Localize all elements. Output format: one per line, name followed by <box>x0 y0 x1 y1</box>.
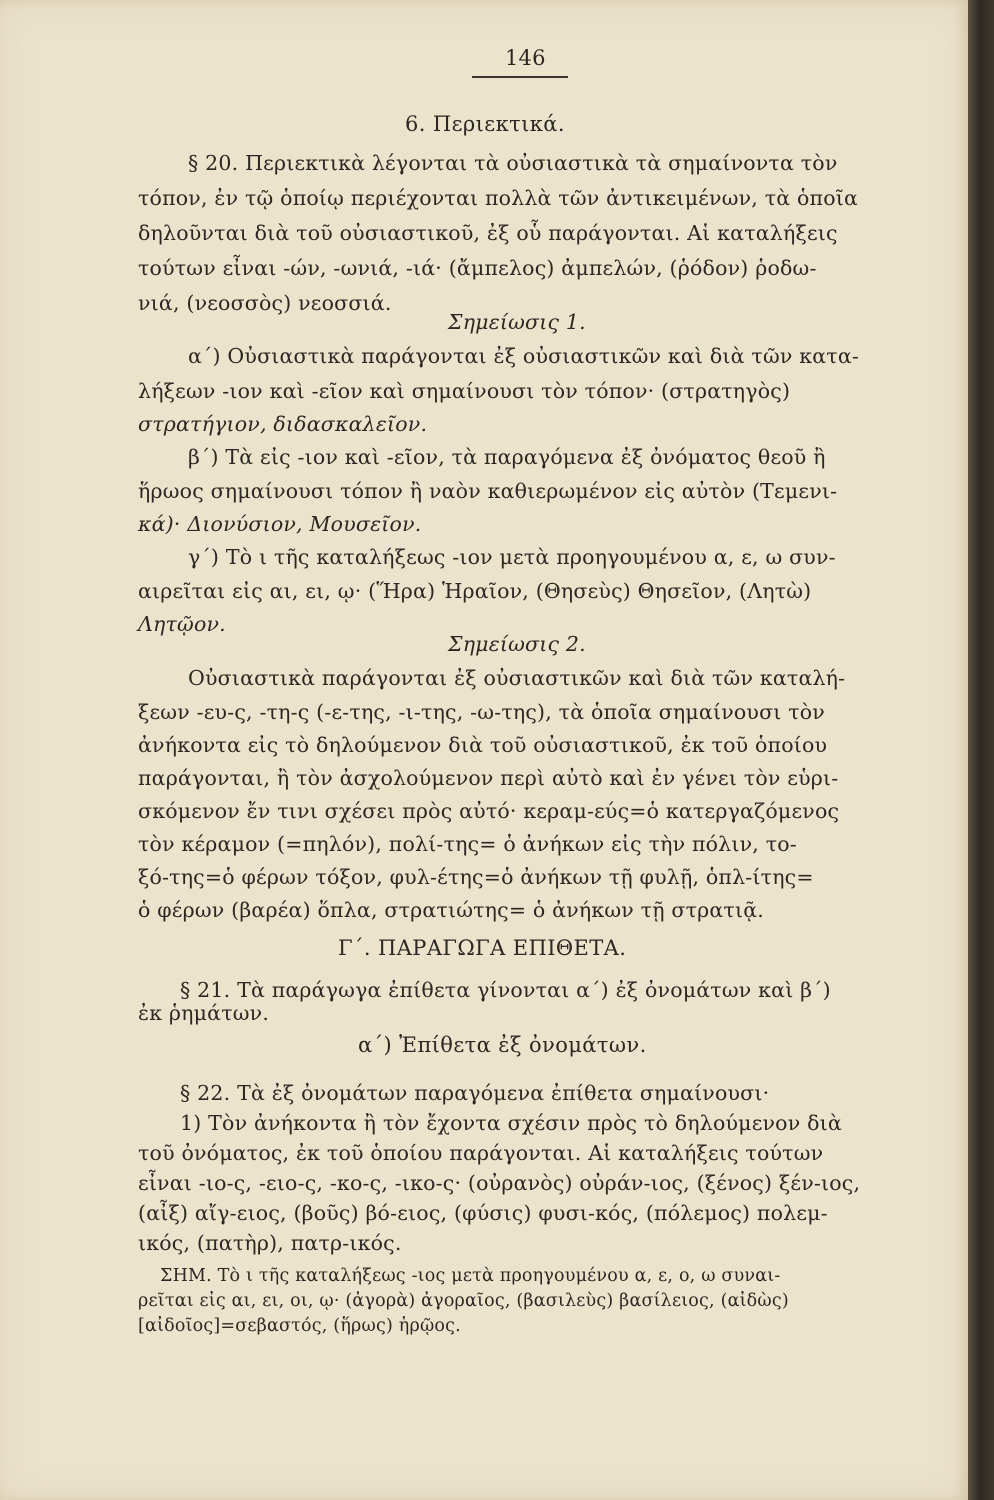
section-heading-6: 6. Περιεκτικά. <box>405 112 565 136</box>
note-1-title: Σημείωσις 1. <box>448 310 586 334</box>
remark-line: ρεῖται εἰς αι, ει, οι, ῳ· (ἀγορὰ) ἀγοραῖος, (βασιλεὺς) βασίλειος, (αἰδὼς) <box>138 1291 789 1311</box>
note-1-line: α΄) Οὐσιαστικὰ παράγονται ἐξ οὐσιαστικῶν καὶ διὰ τῶν κατα- <box>188 344 860 368</box>
note-2-line: Οὐσιαστικὰ παράγονται ἐξ οὐσιαστικῶν καὶ διὰ τῶν καταλή- <box>188 666 846 690</box>
note-1-line: λήξεων -ιον καὶ -εῖον καὶ σημαίνουσι τὸν τόπον· (στρατηγὸς) <box>138 379 791 403</box>
paragraph-22-line: § 22. Τὰ ἐξ ὀνομάτων παραγόμενα ἐπίθετα σημαίνουσι· <box>180 1081 770 1105</box>
paragraph-20-line: § 20. Περιεκτικὰ λέγονται τὰ οὐσιαστικὰ τὰ σημαίνοντα τὸν <box>188 151 838 175</box>
paragraph-22-line: τοῦ ὀνόματος, ἐκ τοῦ ὁποίου παράγονται. Αἱ καταλήξεις τούτων <box>138 1141 824 1165</box>
page-number: 146 <box>505 46 546 70</box>
note-2-line: σκόμενον ἔν τινι σχέσει πρὸς αὐτό· κεραμ-εύς=ὁ κατεργαζόμενος <box>138 799 840 823</box>
paragraph-22-line: εἶναι -ιο-ς, -ειο-ς, -κο-ς, -ικο-ς· (οὐρανὸς) οὐράν-ιος, (ξένος) ξέν-ιος, <box>138 1171 861 1195</box>
note-1-line: γ΄) Τὸ ι τῆς καταλήξεως -ιον μετὰ προηγουμένου α, ε, ω συν- <box>188 545 836 569</box>
note-2-line: ξό-της=ὁ φέρων τόξον, φυλ-έτης=ὁ ἀνήκων τῇ φυλῇ, ὁπλ-ίτης= <box>138 865 814 889</box>
paragraph-21-line: § 21. Τὰ παράγωγα ἐπίθετα γίνονται α΄) ἐξ ὀνομάτων καὶ β΄) <box>180 978 831 1002</box>
paragraph-22-line: 1) Τὸν ἀνήκοντα ἢ τὸν ἔχοντα σχέσιν πρὸς τὸ δηλούμενον διὰ <box>180 1111 842 1135</box>
note-2-line: τὸν κέραμον (=πηλόν), πολί-της= ὁ ἀνήκων εἰς τὴν πόλιν, το- <box>138 832 797 856</box>
paragraph-22-line: (αἶξ) αἴγ-ειος, (βοῦς) βό-ειος, (φύσις) φυσι-κός, (πόλεμος) πολεμ- <box>138 1201 828 1225</box>
remark-line: ΣΗΜ. Τὸ ι τῆς καταλήξεως -ιος μετὰ προηγουμένου α, ε, ο, ω συναι- <box>160 1266 781 1286</box>
note-2-line: ξεων -ευ-ς, -τη-ς (-ε-της, -ι-της, -ω-της), τὰ ὁποῖα σημαίνουσι τὸν <box>138 700 825 724</box>
paragraph-20-line: δηλοῦνται διὰ τοῦ οὐσιαστικοῦ, ἐξ οὗ παράγονται. Αἱ καταλήξεις <box>138 221 838 245</box>
note-1-line: κά)· Διονύσιον, Μουσεῖον. <box>138 512 422 536</box>
page-number-underline <box>472 76 568 78</box>
remark-line: [αἰδοῖος]=σεβαστός, (ἥρως) ἡρῷος. <box>138 1316 461 1336</box>
note-2-title: Σημείωσις 2. <box>448 632 586 656</box>
section-heading-g: Γ΄. ΠΑΡΑΓΩΓΑ ΕΠΙΘΕΤΑ. <box>338 936 627 960</box>
paragraph-22-line: ικός, (πατὴρ), πατρ-ικός. <box>138 1231 402 1255</box>
note-1-line: Λητῷον. <box>138 612 226 636</box>
paragraph-20-line: νιά, (νεοσσὸς) νεοσσιά. <box>138 291 392 315</box>
book-spine-edge <box>968 0 994 1500</box>
note-1-line: ἥρωος σημαίνουσι τόπον ἢ ναὸν καθιερωμένον εἰς αὐτὸν (Τεμενι- <box>138 479 838 503</box>
paragraph-21-line: ἐκ ῥημάτων. <box>138 1001 270 1025</box>
note-1-line: στρατήγιον, διδασκαλεῖον. <box>138 412 428 436</box>
paragraph-20-line: τούτων εἶναι -ών, -ωνιά, -ιά· (ἄμπελος) ἀμπελών, (ῥόδον) ῥοδω- <box>138 256 817 280</box>
paragraph-20-line: τόπον, ἐν τῷ ὁποίῳ περιέχονται πολλὰ τῶν ἀντικειμένων, τὰ ὁποῖα <box>138 186 859 210</box>
note-1-line: αιρεῖται εἰς αι, ει, ῳ· (Ἥρα) Ἡραῖον, (Θησεὺς) Θησεῖον, (Λητὼ) <box>138 579 812 603</box>
subsection-heading-a: α΄) Ἐπίθετα ἐξ ὀνομάτων. <box>358 1033 647 1057</box>
note-2-line: ὁ φέρων (βαρέα) ὅπλα, στρατιώτης= ὁ ἀνήκων τῇ στρατιᾷ. <box>138 898 764 922</box>
note-2-line: παράγονται, ἢ τὸν ἀσχολούμενον περὶ αὐτὸ καὶ ἐν γένει τὸν εὑρι- <box>138 766 839 790</box>
note-1-line: β΄) Τὰ εἰς -ιον καὶ -εῖον, τὰ παραγόμενα ἐξ ὀνόματος θεοῦ ἢ <box>188 445 826 469</box>
note-2-line: ἀνήκοντα εἰς τὸ δηλούμενον διὰ τοῦ οὐσιαστικοῦ, ἐκ τοῦ ὁποίου <box>138 733 828 757</box>
